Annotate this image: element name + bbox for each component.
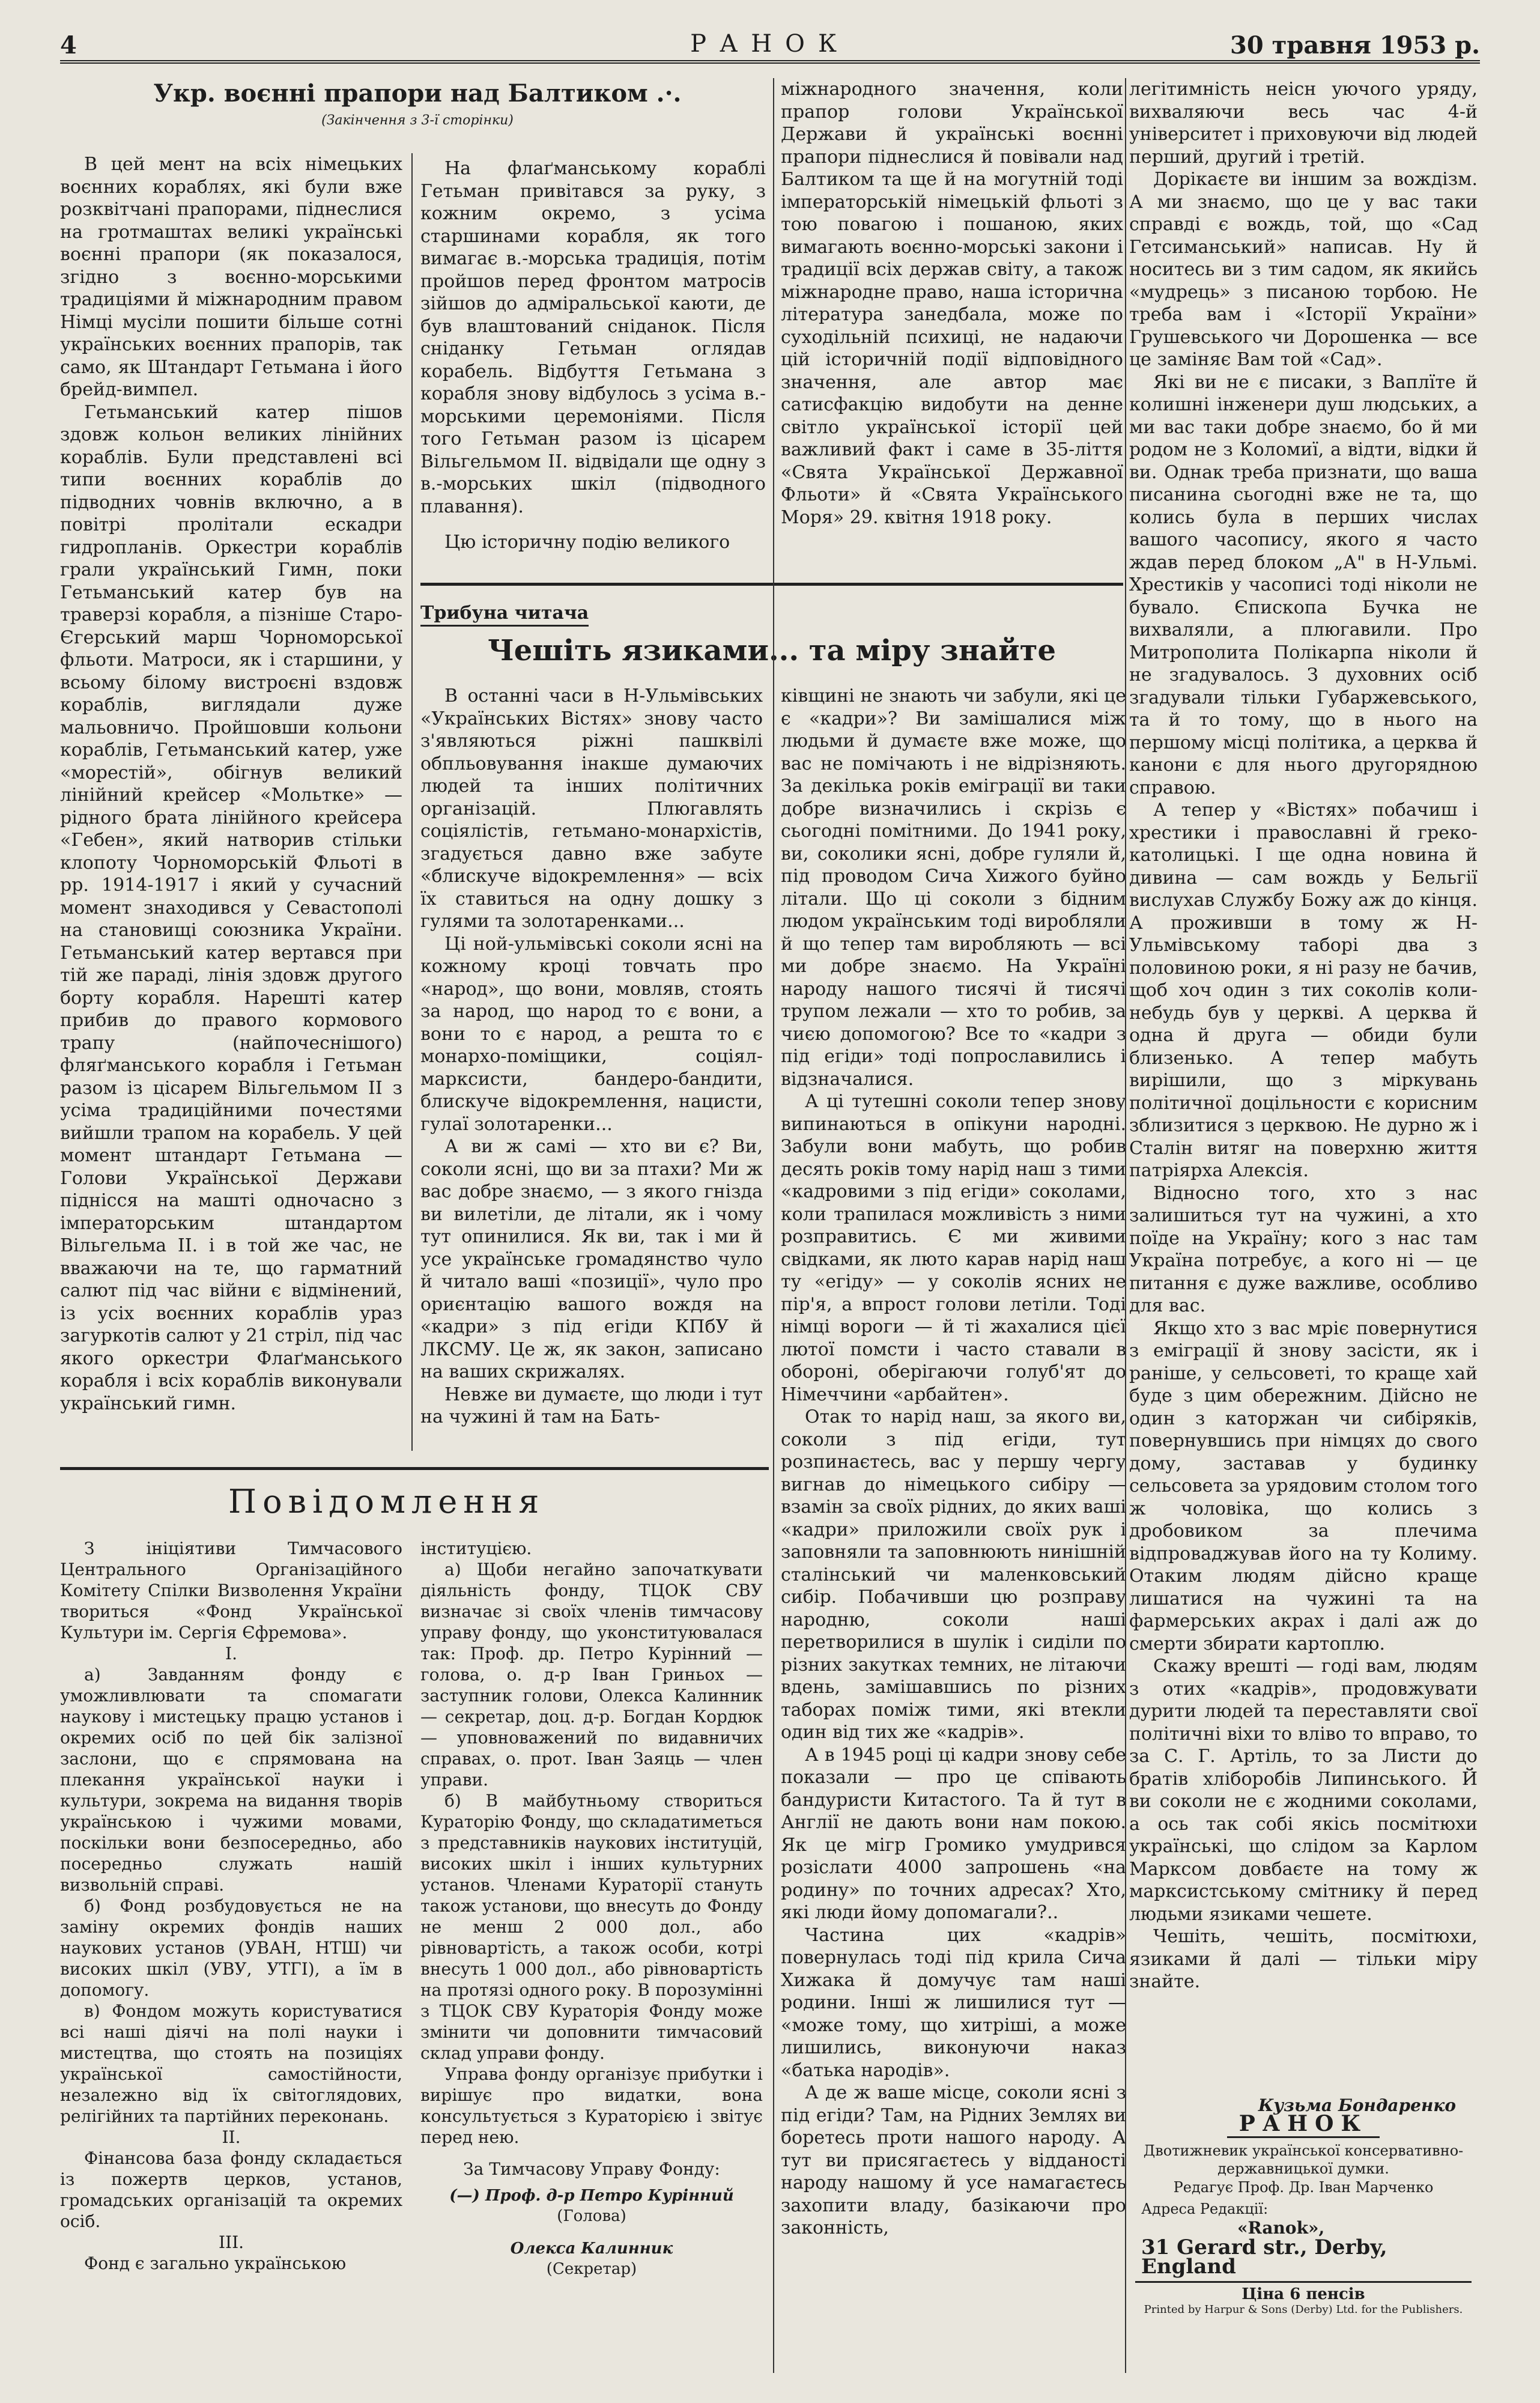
paragraph: З ініціятиви Тимчасового Центрального Організаційного Комітету Спілки Визволення України твориться «Фонд Української Культури ім. Сергія Єфремова». xyxy=(60,1539,402,1642)
price: Ціна 6 пенсів xyxy=(1135,2281,1472,2303)
paragraph: Які ви не є писаки, з Ваплїте й колишні інженери душ людських, а ми вас таки добре знаємо, бо й ми родом не з Коломиї, а відти, відки й ви. Однак треба признати, що ваша писанина сьогодні вже не та, що колись була в перших числах вашого часопису, якого я часто ждав перед блоком „А" в Н-Ульмі. Хрестиків у часописі тоді ніколи не бувало. Єпископа Бучка не вихваляли, а плюгавили. Про Митрополита Полікарпа ніколи й не згадувалось. З духовних осіб згадували тільки Губаржевського, та й то тому, що в нього на першому місці політика, а церква й канони є для нього другорядною справою. xyxy=(1129,371,1478,798)
paragraph: б) В майбутньому створиться Кураторію Фонду, що складатиметься з представників наукових інституцій, високих шкіл і інших культурних установ. Членами Кураторії стануть також установи, що внесуть до Фонду не менш 2 000 дол., або рівновартість, а також особи, котрі внесуть 1 000 дол., або рівновартість на протязі одного року. В порозумінні з ТЦОК СВУ Кураторія Фонду може змінити чи доповнити тимчасовий склад управи фонду. xyxy=(420,1791,763,2063)
article2-column-3 xyxy=(1129,78,1478,2091)
article1-subtitle: (Закінчення з 3-ї сторінки) xyxy=(321,113,514,128)
paragraph: легітимність неісн уючого уряду, вихваляючи весь час 4-й університет і приховуючи від людей перший, другий і третій. xyxy=(1129,79,1478,168)
article2-author: Кузьма Бондаренко xyxy=(1258,2095,1456,2115)
address-paper: «Ranok», xyxy=(1237,2218,1325,2238)
rubric-label: Трибуна читача xyxy=(420,603,589,627)
paragraph: А де ж ваше місце, соколи ясні з під егіди? Там, на Рідних Землях ви боретесь проти нашого народу. А тут ви присягаєтесь у відданості народу нашому й усе намагаєтесь захопити владу, базікаючи про законність, xyxy=(781,2082,1126,2238)
section-number: I. xyxy=(225,1644,237,1663)
section-divider xyxy=(60,1467,769,1470)
announcement-column-2 xyxy=(420,1538,763,2379)
paragraph: інституцією. xyxy=(420,1539,532,1558)
address-street: 31 Gerard str., Derby, England xyxy=(1141,2235,1387,2279)
paragraph: в) Фондом можуть користуватися всі наші діячі на полі науки і мистецтва, що стоять на позиціях української самостійности, незалежно від їх світоглядових, релігійних та партійних переконань. xyxy=(60,2001,402,2126)
paragraph: міжнародного значення, коли прапор голови Української Держави й українські воєнні прапори піднеслися й повівали над Балтиком та ще й на могутній тоді імператорській німецькій фльоті з тою повагою і пошаною, яких вимагають воєнно-морські закони і традиції всіх держав світу, а також міжнародне право, наша історична література занедбала, може по суходільній психиці, не надаючи цій історичній події відповідного значення, але автор має сатисфакцію видобути на денне світло української історії цей важливий факт і саме в 35-ліття «Свята Української Державної Фльоти» й «Свята Українського Моря» 29. квітня 1918 року. xyxy=(781,79,1123,528)
paragraph: Фінансова база фонду складається із пожертв церков, установ, громадських організацій та окремих осіб. xyxy=(60,2148,402,2231)
article2-title: Чешіть язиками... та міру знайте xyxy=(487,634,1056,667)
paragraph: А ці тутешні соколи тепер знову випинаються в опікуни народні. Забули вони мабуть, що робив десять років тому нарід наш з тими «кадровими з під егіди» соколами, коли трапилася можливість з ними розправитись. Є ми живими свідками, як люто карав нарід наш ту «егіду» — у соколів ясних не пір'я, а впрост голови летіли. Тоді німці вороги — й ті жахалися цієї лютої помсти і часто ставали в обороні, оберігаючи голуб'ят до Німеччини «арбайтен». xyxy=(781,1091,1126,1405)
paragraph: В цей мент на всіх німецьких воєнних кораблях, які були вже розквітчані прапорами, піднеслися на гротмаштах великі українські воєнні прапори (як показалося, згідно з воєнно-морськими традиціями й міжнародним правом Німці мусіли пошити більше сотні українських воєнних прапорів, так само, як Штандарт Гетьмана і його брейд-вимпел. xyxy=(60,154,402,400)
paragraph: А тепер у «Вістях» побачиш і хрестики і православні й греко-католицькі. І ще одна новина й дивина — сам вождь у Бельгії вислухав Службу Божу аж до кінця. А проживши в тому ж Н-Ульмівському таборі два з половиною роки, я ні разу не бачив, щоб хоч один з тих соколів коли-небудь був у церкві. А церква й одна й друга — обиди були близенько. А тепер мабуть вирішили, що з міркувань політичної доцільности є корисним зблизитися з церквою. Не дурно ж і Сталін витяг на поверхню життя патріярха Алексія. xyxy=(1129,800,1478,1181)
paragraph: а) Завданням фонду є уможливлювати та спомагати наукову і мистецьку працю установ і окремих осіб по цей бік залізної заслони, що є спрямована на плекання української науки і культури, зокрема на видання творів українською і чужими мовами, поскільки вони безпосередньо, або посередньо служать нашій визвольній справі. xyxy=(60,1665,402,1895)
printer-line: Printed by Harpur & Sons (Derby) Ltd. for the Publishers. xyxy=(1144,2303,1463,2316)
paragraph: Невже ви думаєте, що люди і тут на чужині й там на Бать- xyxy=(420,1384,763,1427)
masthead-address xyxy=(1135,2199,1472,2279)
paragraph: Скажу врешті — годі вам, людям з отих «кадрів», продовжувати дурити людей та переставляти свої політичні віхи то вліво то вправо, то за С. Г. Артіль, то за Листи до братів хліборобів Липинського. Й ви соколи не є жодними соколами, а ось так собі якісь посмітюхи українські, що слідом за Карлом Марксом довбаєте на тому ж марксистському смітнику й перед людьми язиками чешете. xyxy=(1129,1656,1478,1925)
masthead-editor: Редагує Проф. Др. Іван Марченко xyxy=(1173,2179,1434,2196)
article2-column-1 xyxy=(420,685,763,1460)
paragraph: ківщині не знають чи забули, які це є «кадри»? Ви замішалися між людьми й думаєте вже може, що вас не помічають і не відрізняють. За декілька років еміграції ви таки добре визначились і скрізь є сьогодні помітними. До 1941 року, ви, соколики ясні, добре гуляли й, під проводом Сича Хижого буйно літали. Що ці соколи з бідним людом українським тоді виробляли й що тепер там виробляють — всі ми добре знаємо. На Україні народу нашого тисячі й тисячі трупом лежали — хто то робив, за чиєю допомогою? Все то «кадри з під егіди» тоді попрославились і відзначалися. xyxy=(781,685,1126,1090)
masthead-description: Двотижневик української консервативно-державницької думки. xyxy=(1143,2142,1464,2177)
masthead xyxy=(1135,2111,1472,2316)
paragraph: На флаґманському кораблі Гетьман привітався за руку, з кожним окремо, з усіма старшинами корабля, як того вимагає в.-морська традиція, потім пройшов перед фронтом матросів зійшов до адміральської каюти, де був влаштований сніданок. Після сніданку Гетьман оглядав корабель. Відбуття Гетьмана з корабля знову відбулось з усіма в.-морськими церемоніями. Після того Гетьман разом із цісарем Вільгельмом II. відвідали ще одну з в.-морських шкіл (підводного плавання). xyxy=(420,158,766,517)
page-number: 4 xyxy=(60,31,77,59)
section-divider xyxy=(420,583,1123,586)
paragraph: Цю історичну подію великого xyxy=(444,532,730,553)
paragraph: А ви ж самі — хто ви є? Ви, соколи ясні, що ви за птахи? Ми ж вас добре знаємо, — з якого гнізда ви вилетіли, де літали, як і чому тут опинилися. Як ви, так і ми й усе українське громадянство чуло й читало ваші «позиції», чуло про ориєнтацію вашого вождя на «кадри» з під егіди КПбУ й ЛКСМУ. Це ж, як закон, записано на ваших скрижалях. xyxy=(420,1136,763,1382)
paragraph: Частина цих «кадрів» повернулась тоді під крила Сича Хижака й домучує там наші родини. Інші ж лишилися тут — «може тому, що хитріші, а може лишились, виконуючи наказ «батька народів». xyxy=(781,1924,1126,2081)
paragraph: Дорікаєте ви іншим за вождізм. А ми знаємо, що це у вас таки справді є вождь, той, що «Сад Гетсиманський» написав. Ну й носитесь ви з тим садом, як якийсь «мудрець» з писаною торбою. Не треба вам і «Історії України» Грушевського чи Дорошенка — все це заміняє Вам той «Сад». xyxy=(1129,169,1478,370)
paragraph: Чешіть, чешіть, посмітюхи, язиками й далі — тільки міру знайте. xyxy=(1129,1926,1478,1992)
paragraph: Якщо хто з вас мріє повернутися з еміграції й знову засісти, як і раніше, у сельсоветі, то краще хай буде з цим обережним. Дійсно не один з каторжан чи сибіряків, повернувшись при німцях до свого дому, заставав у будинку сельсовета за урядовим столом того ж чоловіка, що колись з дробовиком за плечима відпроваджував його на ту Колиму. Отаким людям дійсно краще лишатися на чужині та на фармерських акрах і далі аж до смерти збирати картоплю. xyxy=(1129,1317,1478,1654)
section-number: III. xyxy=(218,2232,244,2252)
announcement-title: Повідомлення xyxy=(228,1483,545,1520)
column-rule xyxy=(411,153,413,1451)
newspaper-title: РАНОК xyxy=(690,30,850,58)
signer1-role: (Голова) xyxy=(557,2207,626,2225)
paragraph: А в 1945 році ці кадри знову себе показали — про це співають бандуристи Китастого. Та й тут в Англії не дають вони нам покою. Як це мігр Громико умудрився розіслати 4000 запрошень «на родину» по точних адресах? Хто, які люди йому допомагали?.. xyxy=(781,1744,1126,1923)
announcement-column-1 xyxy=(60,1538,402,2379)
issue-date: 30 травня 1953 р. xyxy=(1230,31,1480,59)
section-number: II. xyxy=(222,2127,241,2147)
article1-column-3 xyxy=(781,78,1123,607)
paragraph: Отак то нарід наш, за якого ви, соколи з під егіди, тут розпинаєтесь, вас у першу чергу вигнав до німецького сибіру — взамін за своїх рідних, до яких ваші «кадри» приложили своїх рук і заповняли та заповнюють нинішній сталінський чи маленковський сибір. Побачивши цю розправу народню, соколи наші перетворилися в шулік і сиділи по різних закутках темних, не літаючи вдень, замішавшись по різних таборах поміж тими, які втекли один від тих же «кадрів». xyxy=(781,1406,1126,1743)
signer1-name: (—) Проф. д-р Петро Курінний xyxy=(449,2187,734,2205)
paragraph: а) Щоби негайно започаткувати діяльність фонду, ТЦОК СВУ визначає зі своїх членів тимчасову управу фонду, що уконституювалася так: Проф. др. Петро Курінний — голова, о. д-р Іван Гриньох — заступник голови, Олекса Калинник — секретар, доц. д-р. Богдан Кордюк — уповноважений по видавничих справах, о. прот. Іван Заяць — член управи. xyxy=(420,1560,763,1790)
paragraph: За Тимчасову Управу Фонду: xyxy=(463,2159,720,2179)
column-rule xyxy=(773,78,774,2373)
article1-title: Укр. воєнні прапори над Балтиком .·. xyxy=(153,79,682,108)
header-rule xyxy=(60,60,1480,64)
article1-column-2 xyxy=(420,157,766,578)
paragraph: Фонд є загально українською xyxy=(84,2253,347,2273)
paragraph: В останні часи в Н-Ульмівських «Українських Вістях» знову часто з'являються ріжні пашквілі обпльовування інакше думаючих людей та інших політичних організацій. Плюгавлять соціялістів, гетьмано-монархістів, згадується давно вже забуте «блискуче відокремлення» — всіх їх ставиться на одну дошку з гулями та золотаренками... xyxy=(420,685,763,932)
paragraph: Відносно того, хто з нас залишиться тут на чужині, а хто поїде на Україну; кого з нас там Україна потребує, а кого ні — це питання є дуже важливе, особливо для вас. xyxy=(1129,1182,1478,1316)
signatures xyxy=(420,2186,763,2279)
article1-column-1 xyxy=(60,153,402,1451)
paragraph: Ці ной-ульмівські соколи ясні на кожному кроці товчать про «народ», що вони, мовляв, стоять за народ, що народ то є вони, а вони то є народ, а решта то є монархо-поміщики, соціял-марксисти, бандеро-бандити, блискуче відокремлення, нацисти, гулаї золотаренки... xyxy=(420,933,763,1135)
signer2-name: Олекса Калинник xyxy=(510,2240,673,2258)
paragraph: Управа фонду організує прибутки і вирішує про видатки, вона консультується з Кураторією і звітує перед нею. xyxy=(420,2064,763,2147)
signer2-role: (Секретар) xyxy=(546,2260,637,2278)
article2-column-2 xyxy=(781,685,1126,2373)
column-rule xyxy=(1125,78,1126,2373)
paragraph: Гетьманський катер пішов здовж кольон великих лінійних кораблів. Були представлені всі типи воєнних кораблів до підводних човнів включно, а в повітрі пролітали ескадри гидропланів. Оркестри кораблів грали український Гимн, поки Гетьманський катер був на траверзі корабля, а пізніше Старо-Єгерський марш Чорноморської фльоти. Матроси, як і старшини, у всьому білому вистроєні вздовж кораблів, виглядали дуже мальовничо. Пройшовши кольони кораблів, Гетьманський катер, уже «морестій», обігнув великий лінійний крейсер «Мольтке» — рідного брата лінійного крейсера «Гебен», який натворив стільки клопоту Чорноморській Фльоті в рр. 1914-1917 і який у сучасний момент знаходився у Севастополі на становищі союзника України. Гетьманський катер вертався при тій же параді, лінія здовж другого борту корабля. Нарешті катер прибив до правого кормового трапу (найпочеснішого) фляґманського корабля і Гетьман разом із цісарем Вільгельмом II з усіма традиційними почестями вийшли трапом на корабель. У цей момент штандарт Гетьмана — Голови Української Держави піднісся на машті одночасно з імператорським штандартом Вільгельма II. і в той же час, не вважаючи на те, що гарматний салют під час війни є відмінений, із усіх воєнних кораблів ураз загуркотів салют у 21 стріл, під час якого оркестри Флаґманського корабля і всіх кораблів виконували український гимн. xyxy=(60,401,402,1414)
paragraph: б) Фонд розбудовується не на заміну окремих фондів наших наукових установ (УВАН, НТШ) чи високих шкіл (УВУ, УТГІ), а їм в допомогу. xyxy=(60,1896,402,2000)
address-label: Адреса Редакції: xyxy=(1141,2201,1269,2217)
masthead-name: РАНОК xyxy=(1227,2111,1380,2138)
